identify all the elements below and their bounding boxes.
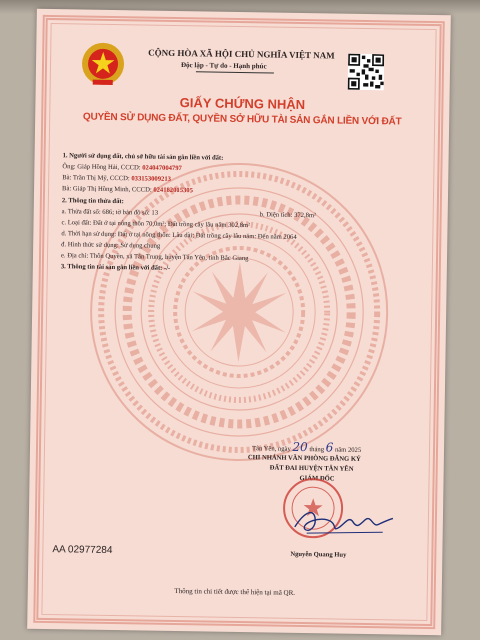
issue-date bbox=[252, 440, 361, 454]
plot-address: e. Địa chỉ: Thôn Quyền, xã Tân Trung, huyện Tân Yên, tỉnh Bắc Giang bbox=[60, 252, 249, 263]
month-label: tháng bbox=[309, 446, 325, 454]
national-motto: Độc lập - Tự do - Hạnh phúc bbox=[180, 61, 267, 71]
office-line-1: CHI NHÁNH VĂN PHÒNG ĐĂNG KÝ bbox=[247, 454, 361, 463]
section1-heading: 1. Người sử dụng đất, chủ sở hữu tài sản gắn liền với đất: bbox=[62, 152, 224, 162]
usage-form: đ. Hình thức sử dụng: Sử dụng chung bbox=[61, 241, 161, 250]
owner-1-id: 024047004797 bbox=[142, 164, 182, 173]
issue-day: 20 bbox=[292, 439, 308, 455]
issue-year: năm 2025 bbox=[334, 446, 362, 454]
land-type: c. Loại đất: Đất ở tại nông thôn 70,0m²; Đất trồng cây lâu năm 302,8m² bbox=[61, 219, 251, 230]
owner-2-name: Bà: Trần Thị Mỹ, CCCD: bbox=[62, 174, 132, 183]
office-line-2: ĐẤT ĐAI HUYỆN TÂN YÊN bbox=[269, 464, 354, 473]
issue-place: Tân Yên, ngày bbox=[251, 445, 291, 453]
section3-heading: 3. Thông tin tài sản gắn liền với đất: -/- bbox=[60, 263, 171, 272]
bronze-drum-watermark bbox=[87, 160, 392, 465]
country-name: CỘNG HÒA XÃ HỘI CHỦ NGHĨA VIỆT NAM bbox=[148, 47, 335, 61]
issue-month: 6 bbox=[325, 440, 334, 455]
qr-footer-note: Thông tin chi tiết được thể hiện tại mã QR. bbox=[174, 587, 296, 597]
director-signature bbox=[287, 501, 398, 543]
certificate-sheet bbox=[27, 9, 451, 635]
signer-name: Nguyễn Quang Huy bbox=[290, 550, 347, 559]
national-emblem-icon bbox=[80, 41, 127, 88]
certificate-subtitle: QUYỀN SỬ DỤNG ĐẤT, QUYỀN SỞ HỮU TÀI SẢN GẮN LIỀN VỚI ĐẤT bbox=[82, 111, 402, 128]
certificate-title: GIẤY CHỨNG NHẬN bbox=[179, 95, 306, 113]
plot-number: a. Thửa đất số: 686; tờ bản đồ số: 13 bbox=[61, 208, 159, 217]
owner-1-name: Ông: Giáp Hồng Hải, CCCD: bbox=[62, 163, 143, 172]
qr-code[interactable] bbox=[348, 54, 385, 91]
owner-2-id: 033153009213 bbox=[131, 175, 171, 183]
usage-term: d. Thời hạn sử dụng: Đất ở tại nông thôn: Lâu dài; Đất trồng cây lâu năm: Đến năm 2064 bbox=[61, 230, 297, 241]
owner-3-id: 024182015305 bbox=[153, 186, 193, 195]
director-title: GIÁM ĐỐC bbox=[299, 474, 335, 483]
section2-heading: 2. Thông tin thửa đất: bbox=[61, 197, 124, 206]
serial-number: AA 02977284 bbox=[52, 544, 113, 557]
plot-area: b. Diện tích: 372,8m² bbox=[259, 211, 317, 220]
owner-3-name: Bà: Giáp Thị Hồng Minh, CCCD: bbox=[62, 185, 154, 194]
